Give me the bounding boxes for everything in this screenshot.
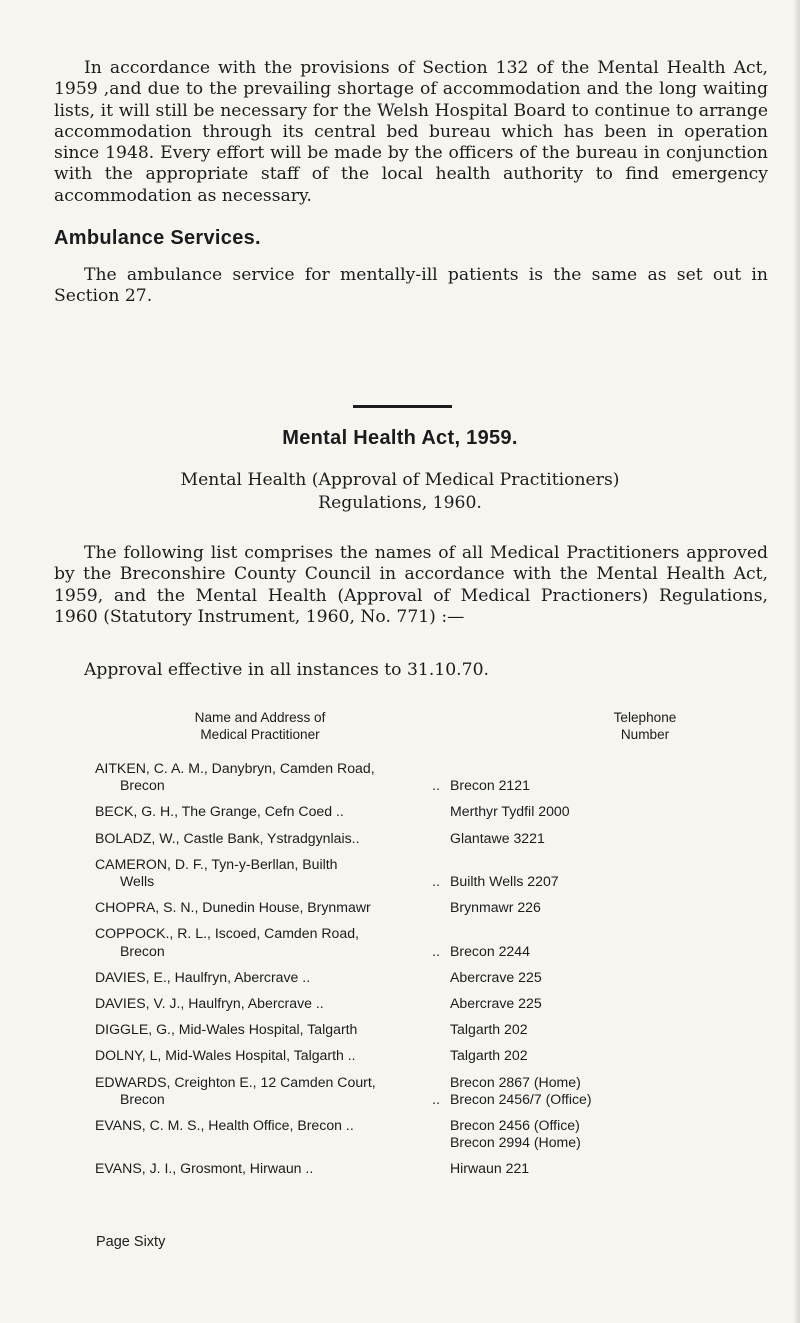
phone-line: Brecon 2456/7 (Office) bbox=[450, 1090, 592, 1107]
practitioner-entry bbox=[95, 1074, 775, 1108]
address-town: Brecon bbox=[120, 942, 165, 959]
practitioner-entry bbox=[95, 925, 775, 959]
phone-line: Brecon 2456 (Office) bbox=[450, 1117, 580, 1134]
practitioner-name-address bbox=[95, 1047, 446, 1064]
approval-date-line: Approval effective in all instances to 31.10.70. bbox=[84, 660, 489, 680]
phone-line: Brecon 2244 bbox=[450, 942, 530, 959]
telephone-number bbox=[446, 995, 775, 1012]
name-address-line: CHOPRA, S. N., Dunedin House, Brynmawr bbox=[95, 899, 371, 916]
practitioner-name-address bbox=[95, 1117, 446, 1134]
phone-line: Builth Wells 2207 bbox=[450, 873, 559, 890]
practitioner-name-address bbox=[95, 1160, 446, 1177]
practitioner-name-address bbox=[95, 995, 446, 1012]
name-address-line: AITKEN, C. A. M., Danybryn, Camden Road, bbox=[95, 760, 375, 776]
practitioner-entry bbox=[95, 995, 775, 1012]
phone-line: Glantawe 3221 bbox=[450, 829, 545, 846]
practitioner-entry bbox=[95, 1117, 775, 1151]
mental-health-act-heading: Mental Health Act, 1959. bbox=[282, 427, 518, 449]
leader-dots: .. bbox=[432, 942, 440, 959]
name-address-line: DOLNY, L, Mid-Wales Hospital, Talgarth .. bbox=[95, 1047, 356, 1064]
phone-column-header bbox=[580, 709, 710, 743]
leader-dots: .. bbox=[432, 777, 440, 794]
phone-line: Talgarth 202 bbox=[450, 1047, 528, 1064]
name-column-header bbox=[130, 709, 390, 743]
practitioner-name-address bbox=[95, 969, 446, 986]
practitioner-entry bbox=[95, 1160, 775, 1177]
leader-dots: .. bbox=[432, 1090, 440, 1107]
practitioner-name-address bbox=[95, 899, 446, 916]
phone-line: Brecon 2867 (Home) bbox=[450, 1073, 581, 1090]
name-address-line: BECK, G. H., The Grange, Cefn Coed .. bbox=[95, 803, 344, 820]
telephone-number bbox=[446, 969, 775, 986]
intro-paragraph: In accordance with the provisions of Section 132 of the Mental Health Act, 1959 ,and due to the prevailing shortage of accommodation and the long waiting lists, it will still be necessary for the Welsh Hospital Board to continue to arrange accommodation through its central bed bureau which has been in operation since 1948. Every effort will be made by the officers of the bureau in conjunction with the appropriate staff of the local health authority to find emergency accommodation as necessary. bbox=[54, 58, 768, 206]
page-number: Page Sixty bbox=[96, 1234, 166, 1250]
practitioner-entry bbox=[95, 856, 775, 890]
name-address-continuation bbox=[95, 943, 446, 960]
practitioner-entry bbox=[95, 830, 775, 847]
phone-line: Brecon 2121 bbox=[450, 777, 530, 794]
address-town: Wells bbox=[120, 873, 155, 890]
practitioner-name-address bbox=[95, 925, 446, 959]
name-address-line: CAMERON, D. F., Tyn-y-Berllan, Builth bbox=[95, 855, 338, 872]
phone-spacer bbox=[450, 856, 775, 873]
subtitle-line-1: Mental Health (Approval of Medical Practitioners) bbox=[180, 470, 620, 490]
telephone-number bbox=[446, 760, 775, 794]
name-address-line: COPPOCK., R. L., Iscoed, Camden Road, bbox=[95, 925, 359, 942]
telephone-number bbox=[446, 830, 775, 847]
practitioner-entry bbox=[95, 803, 775, 820]
phone-line: Talgarth 202 bbox=[450, 1021, 528, 1038]
phone-line: Abercrave 225 bbox=[450, 995, 542, 1012]
phone-spacer bbox=[450, 925, 775, 942]
practitioner-entry bbox=[95, 760, 775, 794]
practitioner-entry bbox=[95, 1047, 775, 1064]
ambulance-services-heading: Ambulance Services. bbox=[54, 227, 261, 249]
list-intro-paragraph: The following list comprises the names of all Medical Practitioners approved by the Breconshire County Council in accordance with the Mental Health Act, 1959, and the Mental Health (Approval of Medical Practioners) Regulations, 1960 (Statutory Instrument, 1960, No. 771) :— bbox=[54, 543, 768, 627]
name-address-line: EVANS, C. M. S., Health Office, Brecon .. bbox=[95, 1117, 354, 1134]
practitioner-entry bbox=[95, 969, 775, 986]
telephone-number bbox=[446, 1021, 775, 1038]
telephone-number bbox=[446, 803, 775, 820]
phone-line: Brecon 2994 (Home) bbox=[450, 1134, 581, 1151]
telephone-number bbox=[446, 1160, 775, 1177]
telephone-number bbox=[446, 1074, 775, 1108]
phone-spacer bbox=[450, 760, 775, 777]
ambulance-paragraph: The ambulance service for mentally-ill patients is the same as set out in Section 27. bbox=[54, 265, 768, 307]
phone-line: Abercrave 225 bbox=[450, 968, 542, 985]
practitioner-list bbox=[95, 760, 775, 1178]
practitioner-name-address bbox=[95, 1021, 446, 1038]
phone-line: Merthyr Tydfil 2000 bbox=[450, 803, 570, 820]
section-divider bbox=[353, 405, 452, 408]
name-address-continuation bbox=[95, 1091, 446, 1108]
name-header-line-1: Name and Address of bbox=[194, 710, 326, 725]
telephone-number bbox=[446, 899, 775, 916]
name-address-continuation bbox=[95, 777, 446, 794]
phone-header-line-2: Number bbox=[620, 727, 670, 742]
telephone-number bbox=[446, 1047, 775, 1064]
practitioner-name-address bbox=[95, 803, 446, 820]
phone-header-line-1: Telephone bbox=[613, 710, 677, 725]
phone-line: Hirwaun 221 bbox=[450, 1160, 530, 1177]
name-address-line: EVANS, J. I., Grosmont, Hirwaun .. bbox=[95, 1160, 314, 1177]
practitioner-name-address bbox=[95, 1074, 446, 1108]
page-edge-shadow bbox=[793, 0, 800, 1323]
name-address-line: DAVIES, E., Haulfryn, Abercrave .. bbox=[95, 968, 311, 985]
telephone-number bbox=[446, 1117, 775, 1151]
name-address-line: DAVIES, V. J., Haulfryn, Abercrave .. bbox=[95, 995, 324, 1012]
name-address-line: EDWARDS, Creighton E., 12 Camden Court, bbox=[95, 1073, 376, 1090]
name-header-line-2: Medical Practitioner bbox=[200, 727, 320, 742]
name-address-continuation bbox=[95, 873, 446, 890]
address-town: Brecon bbox=[120, 777, 165, 794]
subtitle-line-2: Regulations, 1960. bbox=[318, 493, 482, 513]
telephone-number bbox=[446, 856, 775, 890]
practitioner-entry bbox=[95, 899, 775, 916]
address-town: Brecon bbox=[120, 1090, 165, 1107]
practitioner-name-address bbox=[95, 760, 446, 794]
name-address-line: DIGGLE, G., Mid-Wales Hospital, Talgarth bbox=[95, 1021, 358, 1038]
telephone-number bbox=[446, 925, 775, 959]
practitioner-name-address bbox=[95, 830, 446, 847]
practitioner-name-address bbox=[95, 856, 446, 890]
name-address-line: BOLADZ, W., Castle Bank, Ystradgynlais.. bbox=[95, 829, 360, 846]
regulations-subtitle bbox=[0, 469, 800, 515]
leader-dots: .. bbox=[432, 873, 440, 890]
phone-line: Brynmawr 226 bbox=[450, 899, 541, 916]
practitioner-entry bbox=[95, 1021, 775, 1038]
